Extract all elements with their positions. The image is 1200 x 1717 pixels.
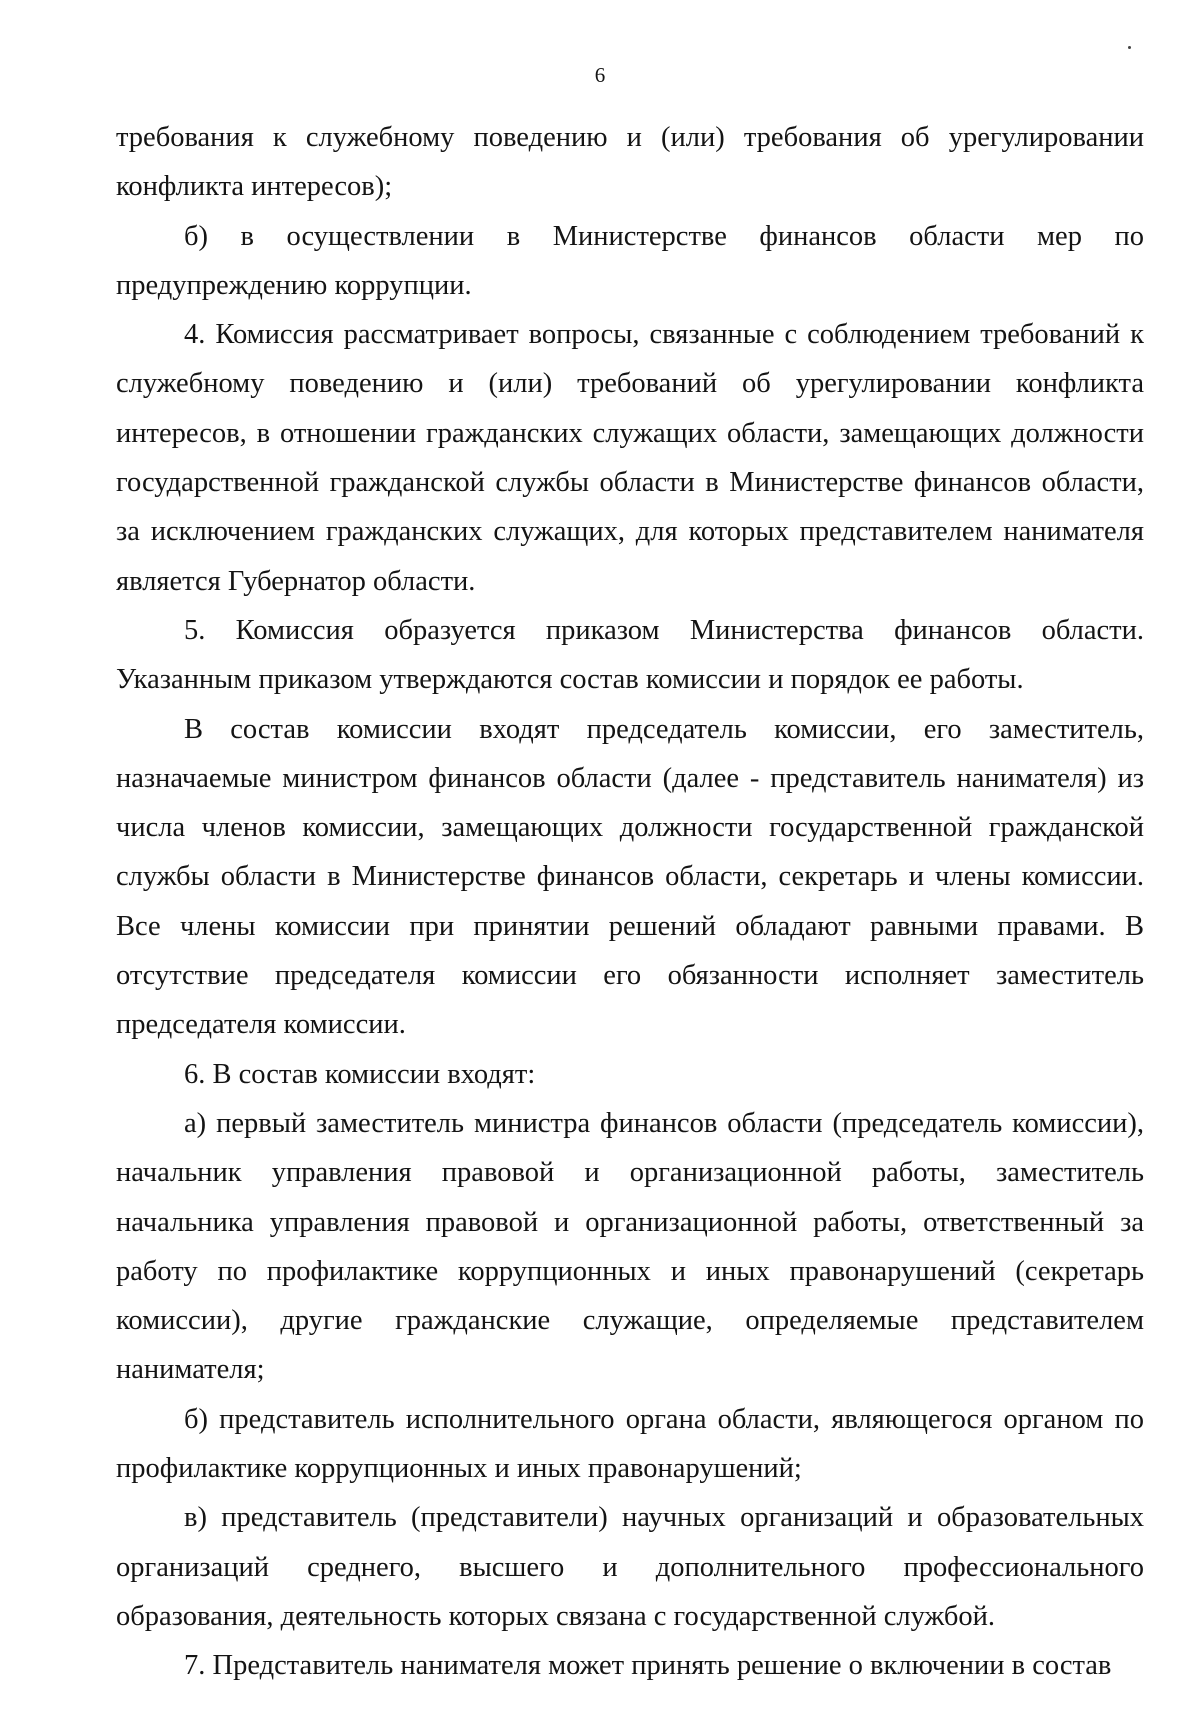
paragraph-6: 6. В состав комиссии входят:	[184, 1058, 536, 1090]
paragraph-commission-members: В состав комиссии входят председатель комиссии, его заместитель, назначаемые министром финансов области (далее - представитель нанимателя) из числа членов комиссии, замещающих должности государственной гражданской службы области в Министерстве финансов области, секретарь и члены комиссии. Все члены комиссии при принятии решений обладают равными правами. В отсутствие председателя комиссии его обязанности исполняет заместитель председателя комиссии.	[116, 713, 1144, 1041]
document-body	[116, 113, 1144, 1691]
paragraph-4: 4. Комиссия рассматривает вопросы, связанные с соблюдением требований к служебному поведению и (или) требований об урегулировании конфликта интересов, в отношении гражданских служащих области, замещающих должности государственной гражданской службы области в Министерстве финансов области, за исключением гражданских служащих, для которых представителем нанимателя является Губернатор области.	[116, 319, 1144, 597]
paragraph-7: 7. Представитель нанимателя может принять решение о включении в состав	[184, 1650, 1112, 1682]
paragraph-6-item-v: в) представитель (представители) научных организаций и образовательных организаций среднего, высшего и дополнительного профессионального образования, деятельность которых связана с государственной службой.	[116, 1502, 1144, 1632]
paragraph-item-b-prevention: б) в осуществлении в Министерстве финансов области мер по предупреждению коррупции.	[116, 220, 1144, 301]
page-number: 6	[594, 63, 606, 87]
paragraph-6-item-a: а) первый заместитель министра финансов области (председатель комиссии), начальник управления правовой и организационной работы, заместитель начальника управления правовой и организационной работы, ответственный за работу по профилактике коррупционных и иных правонарушений (секретарь комиссии), другие гражданские служащие, определяемые представителем нанимателя;	[116, 1107, 1144, 1386]
paragraph-5: 5. Комиссия образуется приказом Министерства финансов области. Указанным приказом утверждаются состав комиссии и порядок ее работы.	[116, 614, 1144, 696]
paragraph-continuation: требования к служебному поведению и (или) требования об урегулировании конфликта интересов);	[116, 122, 1144, 203]
scan-speck	[1128, 46, 1131, 49]
paragraph-6-item-b: б) представитель исполнительного органа области, являющегося органом по профилактике коррупционных и иных правонарушений;	[116, 1403, 1144, 1485]
